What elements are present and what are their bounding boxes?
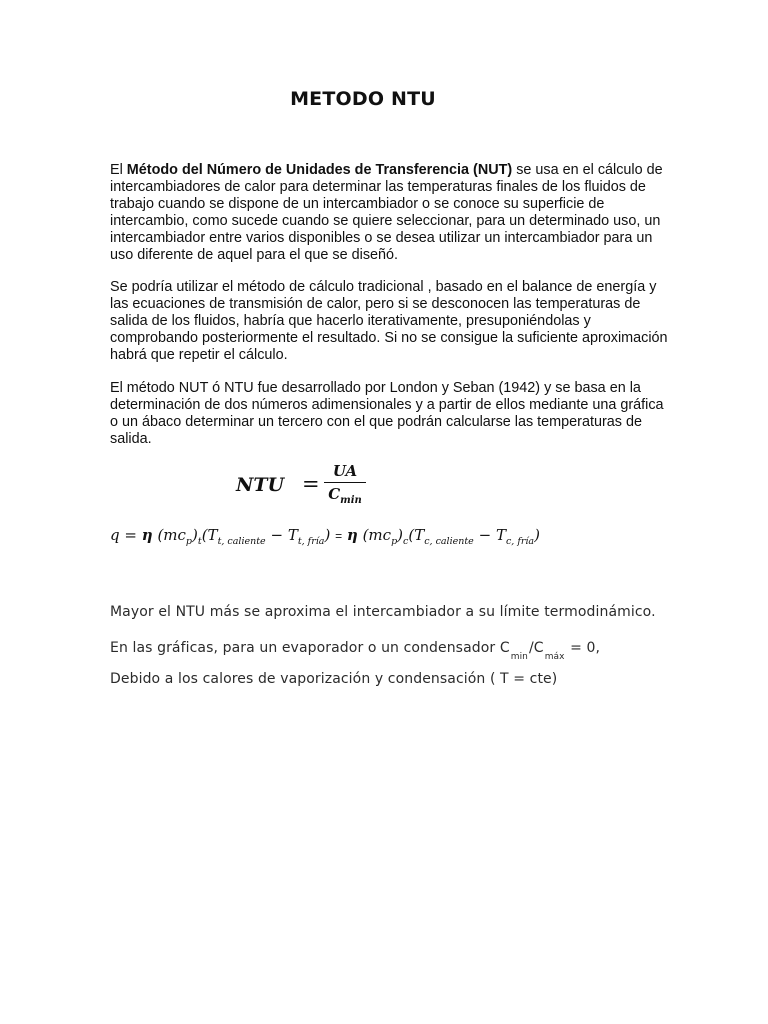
eq2-t-fria: t, fría: [297, 536, 325, 547]
eq2-plain-equals: =: [335, 529, 343, 543]
eq2-sub-c: c: [403, 536, 409, 547]
eq1-equals: =: [302, 472, 320, 496]
eq2-c-fria: c, fría: [505, 536, 535, 547]
l2-sub-min: min: [510, 652, 528, 662]
eq2-T-hot: T: [287, 526, 298, 544]
eq2-mc-cold: (mc: [362, 526, 392, 544]
eq2-minus-hot: −: [270, 526, 284, 544]
eq1-den-base: C: [328, 485, 341, 503]
eq1-fraction: [324, 462, 366, 510]
eq2-c-caliente: c, caliente: [424, 536, 474, 547]
paragraph-london-seban: El método NUT ó NTU fue desarrollado por London y Seban (1942) y se basa en la determinación de dos números adimensionales y a partir de ellos mediante una gráfica o un ábaco determinar un tercero con el que podrán calcularse las temperaturas de salida.: [110, 380, 664, 447]
p1-bold-term: Método del Número de Unidades de Transferencia (NUT): [126, 162, 513, 178]
eq2-sub-t: t: [197, 536, 202, 547]
eq2-close2-cold: ): [534, 526, 540, 544]
eq2-q: q: [110, 526, 120, 544]
eq2-open-hot: (T: [201, 526, 218, 544]
eq1-lhs: NTU: [236, 474, 285, 496]
paragraph-nut-definition: [110, 162, 670, 264]
note-ntu-limit: Mayor el NTU más se aproxima el intercambiador a su límite termodinámico.: [110, 604, 656, 620]
eq2-minus-cold: −: [478, 526, 492, 544]
document-title: METODO NTU: [290, 88, 436, 110]
eq1-denominator: [324, 485, 366, 510]
eq2-p-hot: p: [185, 536, 193, 547]
eq2-p-cold: p: [391, 536, 398, 547]
eq2-t-caliente: t, caliente: [217, 536, 266, 547]
l2-sub-max: máx: [544, 652, 565, 662]
eq2-close2-hot: ): [324, 526, 331, 544]
eq2-open-cold: (T: [408, 526, 425, 544]
eq2-close-hot: ): [192, 526, 198, 544]
paragraph-traditional-method: Se podría utilizar el método de cálculo tradicional , basado en el balance de energía y las ecuaciones de transmisión de calor, pero si se desconocen las temperaturas de salida de los fluidos, habría que hacerlo iterativamente, presuponiéndolas y comprobando posteriormente el resultado. Si no se consigue la suficiente aproximación habrá que repetir el cálculo.: [110, 279, 668, 363]
equation-heat-rate: [110, 526, 540, 547]
l2-pre: En las gráficas, para un evaporador o un condensador C: [110, 640, 510, 656]
eq1-den-sub: min: [340, 495, 362, 506]
eq2-close-cold: ): [397, 526, 404, 544]
p1-pre: El: [110, 162, 127, 178]
note-evaporator-condenser: [110, 640, 601, 662]
l2-mid: /C: [528, 640, 544, 656]
eq2-equals: =: [124, 526, 137, 544]
eq2-T-cold: T: [495, 526, 506, 544]
eq1-numerator: UA: [332, 462, 358, 480]
eq2-eta-hot: η: [141, 526, 153, 544]
note-vaporization: Debido a los calores de vaporización y condensación ( T = cte): [110, 671, 558, 687]
p1-post: se usa en el cálculo de intercambiadores de calor para determinar las temperaturas finales de los fluidos de trabajo cuando se dispone de un intercambiador o se conoce su superficie de intercambio, como sucede cuando se quiere seleccionar, para un determinado uso, un intercambiador entre varios disponibles o se desea utilizar un intercambiador para un uso diferente de aquel para el que se diseñó.: [110, 162, 663, 263]
eq2-eta-cold: η: [346, 526, 358, 544]
eq2-mc-hot: (mc: [157, 526, 186, 544]
eq1-fraction-bar: [324, 482, 366, 483]
l2-post: = 0,: [565, 640, 601, 656]
